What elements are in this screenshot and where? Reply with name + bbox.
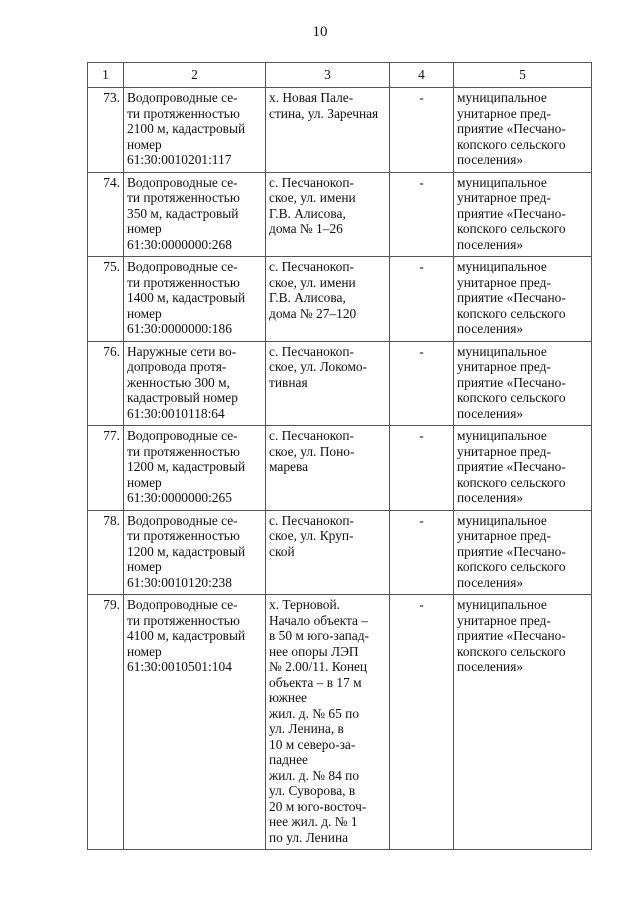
cell-line: муниципальное <box>457 343 547 359</box>
cell-line: женностью 300 м, <box>127 374 230 390</box>
cell-line: Водопроводные се- <box>127 174 238 190</box>
cell-line: муниципальное <box>457 174 547 190</box>
object-description-cell <box>124 426 266 511</box>
table-header-row <box>88 63 592 88</box>
cell-line: с. Песчанокоп- <box>269 174 354 190</box>
holder-cell <box>454 510 592 595</box>
cell-line: 61:30:0010201:117 <box>127 152 232 167</box>
cell-line: копского сельского <box>457 474 566 490</box>
cell-line: объекта – в 17 м <box>269 674 362 690</box>
cell-line: поселения» <box>457 321 524 336</box>
cell-line: 10 м северо-за- <box>269 736 356 752</box>
cell-line: 1200 м, кадастровый <box>127 543 246 559</box>
cell-line: Водопроводные се- <box>127 259 238 274</box>
cell-line: муниципальное <box>457 90 547 105</box>
column-header: 5 <box>454 63 592 88</box>
table-row <box>88 172 592 257</box>
row-number-cell: 79. <box>88 595 124 850</box>
row-number-cell: 74. <box>88 172 124 257</box>
cell-line: 61:30:0000000:268 <box>127 236 232 252</box>
cell-line: унитарное пред- <box>457 443 551 459</box>
cell-line: марева <box>269 459 309 474</box>
cell-line: унитарное пред- <box>457 612 551 628</box>
column-4-cell: - <box>390 257 454 342</box>
cell-line: поселения» <box>457 405 524 421</box>
cell-line: нее опоры ЛЭП <box>269 643 359 659</box>
cell-line: Наружные сети во- <box>127 343 237 359</box>
cell-line: Водопроводные се- <box>127 512 238 528</box>
cell-line: муниципальное <box>457 512 547 528</box>
cell-line: поселения» <box>457 574 524 590</box>
object-description-cell <box>124 595 266 850</box>
column-4-cell: - <box>390 172 454 257</box>
cell-line: Г.В. Алисова, <box>269 290 346 305</box>
address-cell <box>266 88 390 173</box>
column-4-cell: - <box>390 341 454 426</box>
cell-line: номер <box>127 474 162 490</box>
cell-line: с. Песчанокоп- <box>269 512 354 528</box>
cell-line: номер <box>127 136 162 152</box>
cell-line: копского сельского <box>457 221 566 236</box>
cell-line: Г.В. Алисова, <box>269 205 346 221</box>
object-description-cell <box>124 510 266 595</box>
cell-line: дома № 27–120 <box>269 305 357 321</box>
cell-line: приятие «Песчано- <box>457 205 566 221</box>
cell-line: муниципальное <box>457 428 547 443</box>
cell-line: с. Песчанокоп- <box>269 259 354 274</box>
cell-line: дома № 1–26 <box>269 221 343 236</box>
cell-line: Начало объекта – <box>269 612 368 628</box>
cell-line: 2100 м, кадастровый <box>127 121 246 136</box>
cell-line: жил. д. № 65 по <box>269 705 360 721</box>
property-table <box>87 62 592 850</box>
cell-line: нее жил. д. № 1 <box>269 814 358 829</box>
address-cell <box>266 341 390 426</box>
cell-line: муниципальное <box>457 597 547 612</box>
address-cell <box>266 426 390 511</box>
row-number-cell: 75. <box>88 257 124 342</box>
cell-line: приятие «Песчано- <box>457 543 566 559</box>
cell-line: номер <box>127 559 162 574</box>
object-description-cell <box>124 88 266 173</box>
cell-line: х. Новая Пале- <box>269 90 354 105</box>
cell-line: унитарное пред- <box>457 105 551 121</box>
cell-line: южнее <box>269 690 307 705</box>
cell-line: 1400 м, кадастровый <box>127 290 246 305</box>
column-header: 3 <box>266 63 390 88</box>
holder-cell <box>454 595 592 850</box>
cell-line: приятие «Песчано- <box>457 374 566 390</box>
column-4-cell: - <box>390 510 454 595</box>
address-cell <box>266 595 390 850</box>
cell-line: приятие «Песчано- <box>457 628 566 643</box>
cell-line: унитарное пред- <box>457 359 551 374</box>
holder-cell <box>454 341 592 426</box>
address-cell <box>266 172 390 257</box>
table-row <box>88 341 592 426</box>
row-number-cell: 76. <box>88 341 124 426</box>
cell-line: 1200 м, кадастровый <box>127 459 246 474</box>
cell-line: приятие «Песчано- <box>457 290 566 305</box>
holder-cell <box>454 88 592 173</box>
address-cell <box>266 510 390 595</box>
table-body <box>88 88 592 850</box>
cell-line: ское, ул. имени <box>269 274 356 290</box>
cell-line: в 50 м юго-запад- <box>269 628 369 643</box>
cell-line: унитарное пред- <box>457 528 551 543</box>
cell-line: ти протяженностью <box>127 612 240 628</box>
cell-line: с. Песчанокоп- <box>269 428 354 443</box>
cell-line: паднее <box>269 752 308 767</box>
cell-line: приятие «Песчано- <box>457 121 566 136</box>
cell-line: поселения» <box>457 152 524 167</box>
cell-line: допровода протя- <box>127 359 227 374</box>
holder-cell <box>454 172 592 257</box>
row-number-cell: 78. <box>88 510 124 595</box>
cell-line: 61:30:0010120:238 <box>127 574 232 590</box>
cell-line: ти протяженностью <box>127 190 240 205</box>
cell-line: 61:30:0000000:265 <box>127 490 232 505</box>
cell-line: кадастровый номер <box>127 390 238 405</box>
cell-line: копского сельского <box>457 136 566 152</box>
cell-line: ул. Суворова, в <box>269 783 356 798</box>
cell-line: ское, ул. Круп- <box>269 528 354 543</box>
cell-line: ти протяженностью <box>127 105 240 121</box>
cell-line: тивная <box>269 374 308 390</box>
page-number: 10 <box>312 24 328 40</box>
row-number-cell: 77. <box>88 426 124 511</box>
object-description-cell <box>124 257 266 342</box>
cell-line: 61:30:0010501:104 <box>127 659 232 674</box>
cell-line: х. Терновой. <box>269 597 340 612</box>
cell-line: Водопроводные се- <box>127 90 238 105</box>
column-header: 2 <box>124 63 266 88</box>
cell-line: копского сельского <box>457 643 566 659</box>
cell-line: ское, ул. Поно- <box>269 443 355 459</box>
cell-line: поселения» <box>457 236 524 252</box>
cell-line: 61:30:0000000:186 <box>127 321 232 336</box>
cell-line: ти протяженностью <box>127 274 240 290</box>
cell-line: стина, ул. Заречная <box>269 105 379 121</box>
holder-cell <box>454 257 592 342</box>
cell-line: копского сельского <box>457 305 566 321</box>
cell-line: номер <box>127 643 162 659</box>
cell-line: унитарное пред- <box>457 274 551 290</box>
column-4-cell: - <box>390 88 454 173</box>
cell-line: ти протяженностью <box>127 443 240 459</box>
cell-line: поселения» <box>457 490 524 505</box>
column-4-cell: - <box>390 595 454 850</box>
cell-line: 61:30:0010118:64 <box>127 405 225 421</box>
column-4-cell: - <box>390 426 454 511</box>
cell-line: номер <box>127 221 162 236</box>
cell-line: ти протяженностью <box>127 528 240 543</box>
cell-line: копского сельского <box>457 390 566 405</box>
cell-line: № 2.00/11. Конец <box>269 659 368 674</box>
address-cell <box>266 257 390 342</box>
cell-line: ское, ул. Локомо- <box>269 359 368 374</box>
row-number-cell: 73. <box>88 88 124 173</box>
cell-line: приятие «Песчано- <box>457 459 566 474</box>
cell-line: жил. д. № 84 по <box>269 767 360 783</box>
cell-line: копского сельского <box>457 559 566 574</box>
cell-line: унитарное пред- <box>457 190 551 205</box>
holder-cell <box>454 426 592 511</box>
cell-line: ул. Ленина, в <box>269 721 344 736</box>
column-header: 1 <box>88 63 124 88</box>
cell-line: с. Песчанокоп- <box>269 343 354 359</box>
table-row <box>88 88 592 173</box>
cell-line: Водопроводные се- <box>127 428 238 443</box>
cell-line: ской <box>269 543 295 559</box>
cell-line: Водопроводные се- <box>127 597 238 612</box>
cell-line: 20 м юго-восточ- <box>269 798 367 814</box>
cell-line: номер <box>127 305 162 321</box>
object-description-cell <box>124 172 266 257</box>
table-row <box>88 257 592 342</box>
cell-line: поселения» <box>457 659 524 674</box>
cell-line: 4100 м, кадастровый <box>127 628 246 643</box>
table-row <box>88 426 592 511</box>
table-row <box>88 595 592 850</box>
cell-line: 350 м, кадастровый <box>127 205 239 221</box>
column-header: 4 <box>390 63 454 88</box>
cell-line: по ул. Ленина <box>269 829 349 845</box>
cell-line: ское, ул. имени <box>269 190 356 205</box>
object-description-cell <box>124 341 266 426</box>
table-row <box>88 510 592 595</box>
cell-line: муниципальное <box>457 259 547 274</box>
